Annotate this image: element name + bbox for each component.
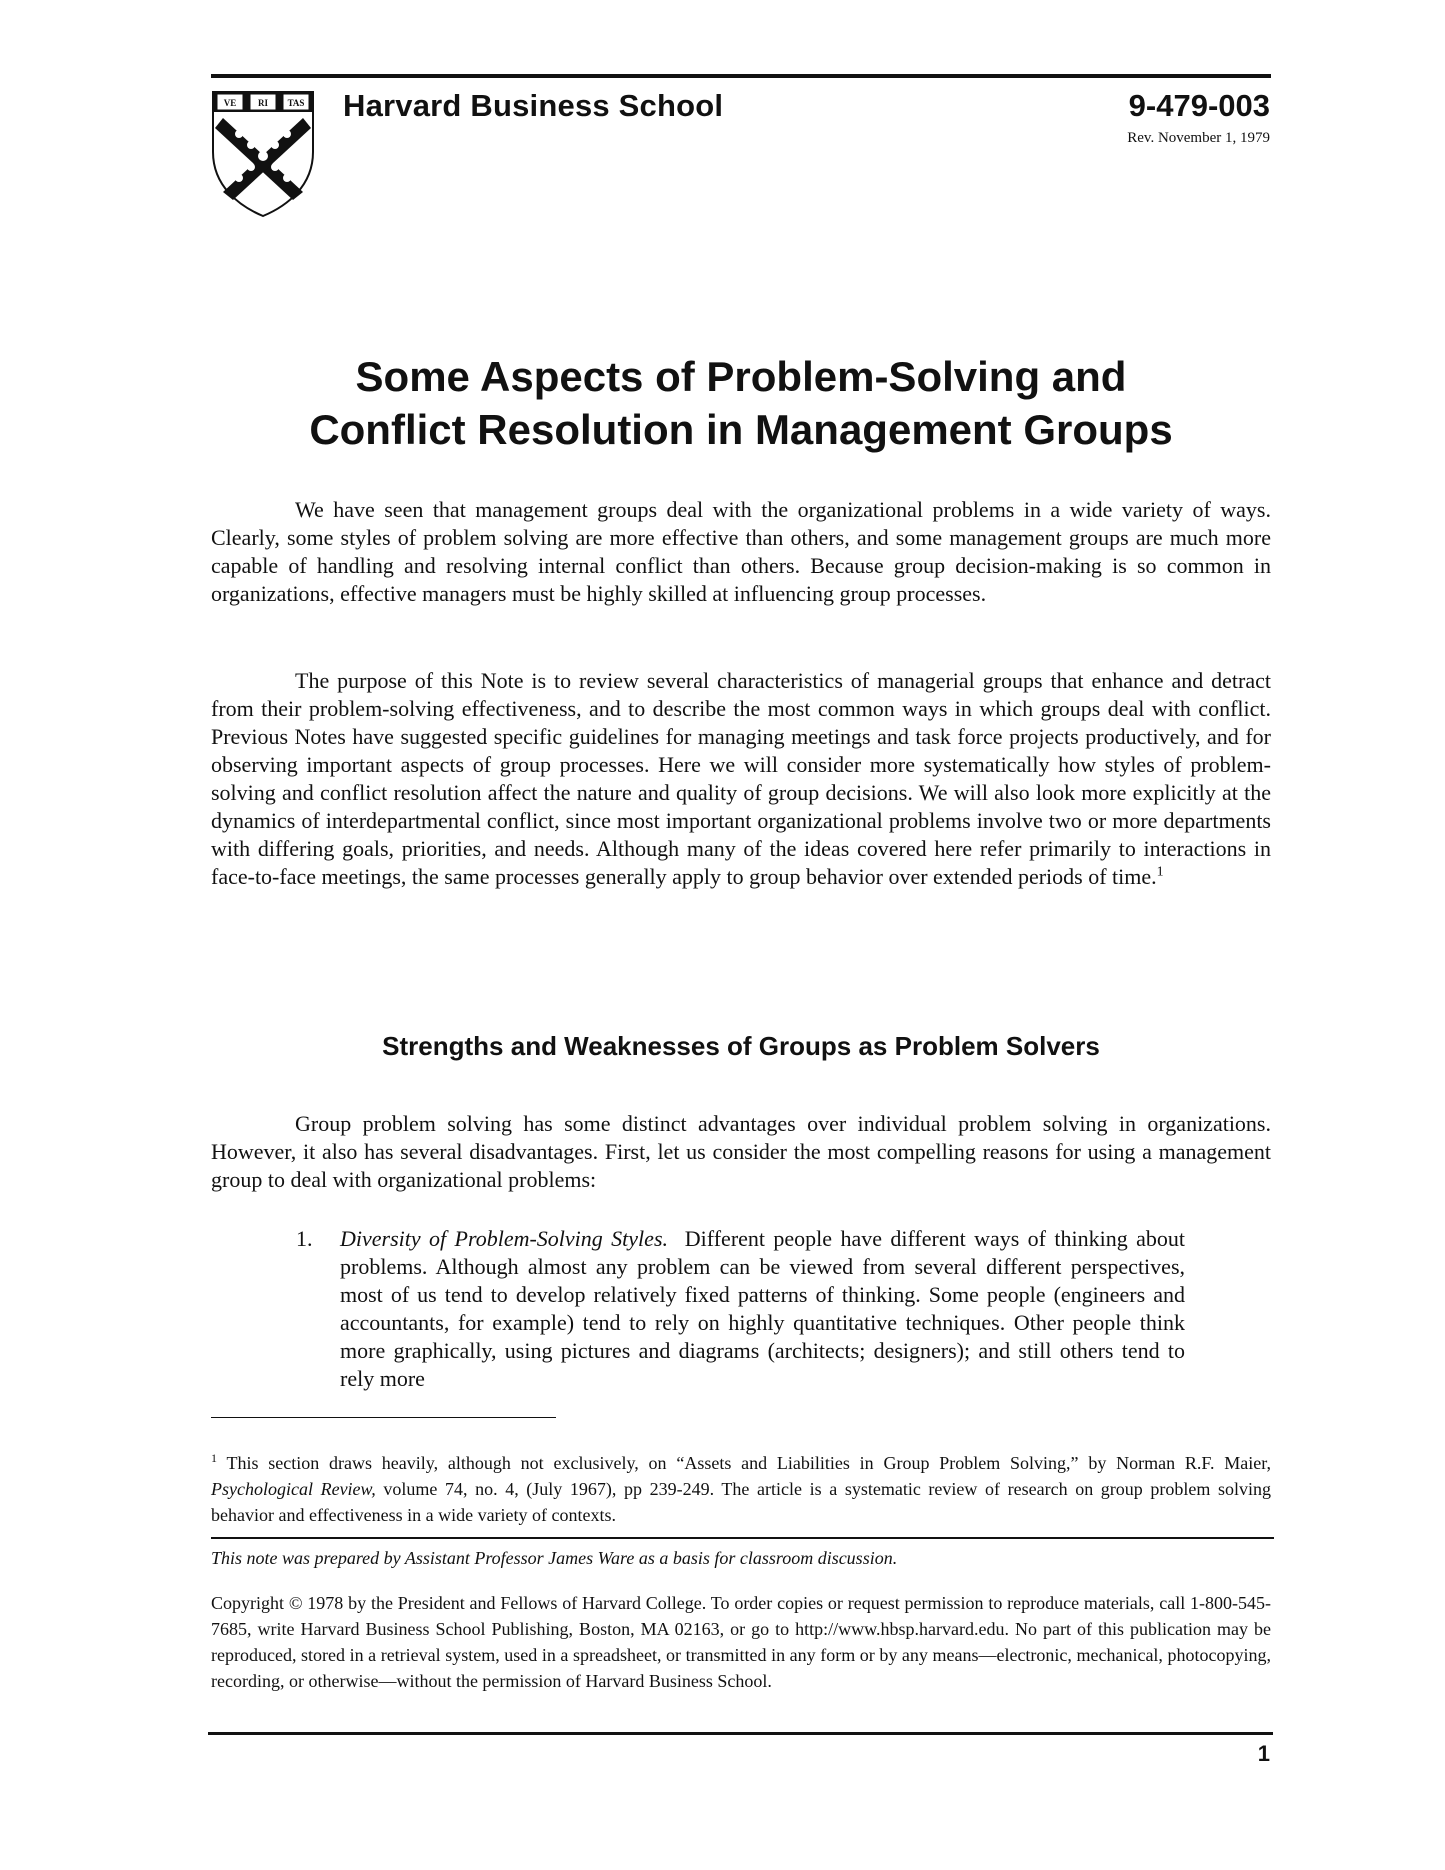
footnote-journal: Psychological Review, (211, 1479, 376, 1499)
list-item-text: Different people have different ways of thinking about problems. Although almost any problem can be viewed from several different perspectives, most of us tend to develop relatively fixed patterns of thinking. Some people (engineers and accountants, for example) tend to rely on highly quantitative techniques. Other people think more graphically, using pictures and diagrams (architects; designers); and still others tend to rely more (340, 1226, 1186, 1391)
paragraph-2-text: The purpose of this Note is to review several characteristics of managerial groups that enhance and detract from their problem-solving effectiveness, and to describe the most common ways in which groups deal with conflict. Previous Notes have suggested specific guidelines for managing meetings and task force projects productively, and for observing important aspects of group processes. Here we will consider more systematically how styles of problem-solving and conflict resolution affect the nature and quality of group decisions. We will also look more explicitly at the dynamics of interdepartmental conflict, since most important organizational problems involve two or more departments with differing goals, priorities, and needs. Although many of the ideas covered here refer primarily to interactions in face-to-face meetings, the same processes generally apply to group behavior over extended periods of time. (211, 668, 1271, 889)
bottom-rule (208, 1732, 1273, 1735)
intro-paragraph-1: We have seen that management groups deal with the organizational problems in a wide variety of ways. Clearly, some styles of problem solving are more effective than others, and some management groups are much more capable of handling and resolving internal conflict than others. Because group decision-making is so common in organizations, effective managers must be highly skilled at influencing group processes. (211, 497, 1271, 606)
footnote (211, 1450, 1271, 1528)
footnote-marker: 1 (211, 1451, 217, 1465)
section-heading: Strengths and Weaknesses of Groups as Problem Solvers (382, 1031, 1100, 1061)
document-number: 9-479-003 (1128, 88, 1270, 123)
logo-ve: VE (223, 98, 237, 108)
title-line-2: Conflict Resolution in Management Groups (309, 406, 1173, 453)
list-item-number: 1. (296, 1226, 313, 1251)
footnote-text-after: volume 74, no. 4, (July 1967), pp 239-249. The article is a systematic review of research on group problem solving behavior and effectiveness in a wide variety of contexts. (211, 1479, 1272, 1525)
logo-ri: RI (257, 98, 269, 108)
logo-tas: TAS (287, 98, 305, 108)
section-paragraph: Group problem solving has some distinct advantages over individual problem solving in organizations. However, it also has several disadvantages. First, let us consider the most compelling reasons for using a management group to deal with organizational problems: (211, 1111, 1271, 1192)
document-title (211, 350, 1271, 456)
intro-paragraph-2 (211, 667, 1271, 891)
footer-divider (211, 1537, 1274, 1539)
footnote-divider (211, 1417, 556, 1418)
prepared-note: This note was prepared by Assistant Professor James Ware as a basis for classroom discussion. (211, 1548, 898, 1568)
footnote-text-before: This section draws heavily, although not exclusively, on “Assets and Liabilities in Group Problem Solving,” by Norman R.F. Maier, (226, 1453, 1271, 1473)
header-rule (211, 74, 1271, 78)
revision-date: Rev. November 1, 1979 (1127, 130, 1270, 146)
list-item (340, 1225, 1185, 1393)
copyright-notice: Copyright © 1978 by the President and Fellows of Harvard College. To order copies or request permission to reproduce materials, call 1-800-545-7685, write Harvard Business School Publishing, Boston, MA 02163, or go to http://www.hbsp.harvard.edu. No part of this publication may be reproduced, stored in a retrieval system, used in a spreadsheet, or transmitted in any form or by any means—electronic, mechanical, photocopying, recording, or otherwise—without the permission of Harvard Business School. (211, 1593, 1271, 1691)
footnote-reference: 1 (1156, 864, 1164, 880)
school-name: Harvard Business School (343, 88, 724, 123)
list-item-title: Diversity of Problem-Solving Styles. (340, 1226, 669, 1251)
page-number: 1 (1257, 1741, 1270, 1766)
title-line-1: Some Aspects of Problem-Solving and (355, 353, 1127, 400)
harvard-shield-logo (211, 90, 315, 218)
